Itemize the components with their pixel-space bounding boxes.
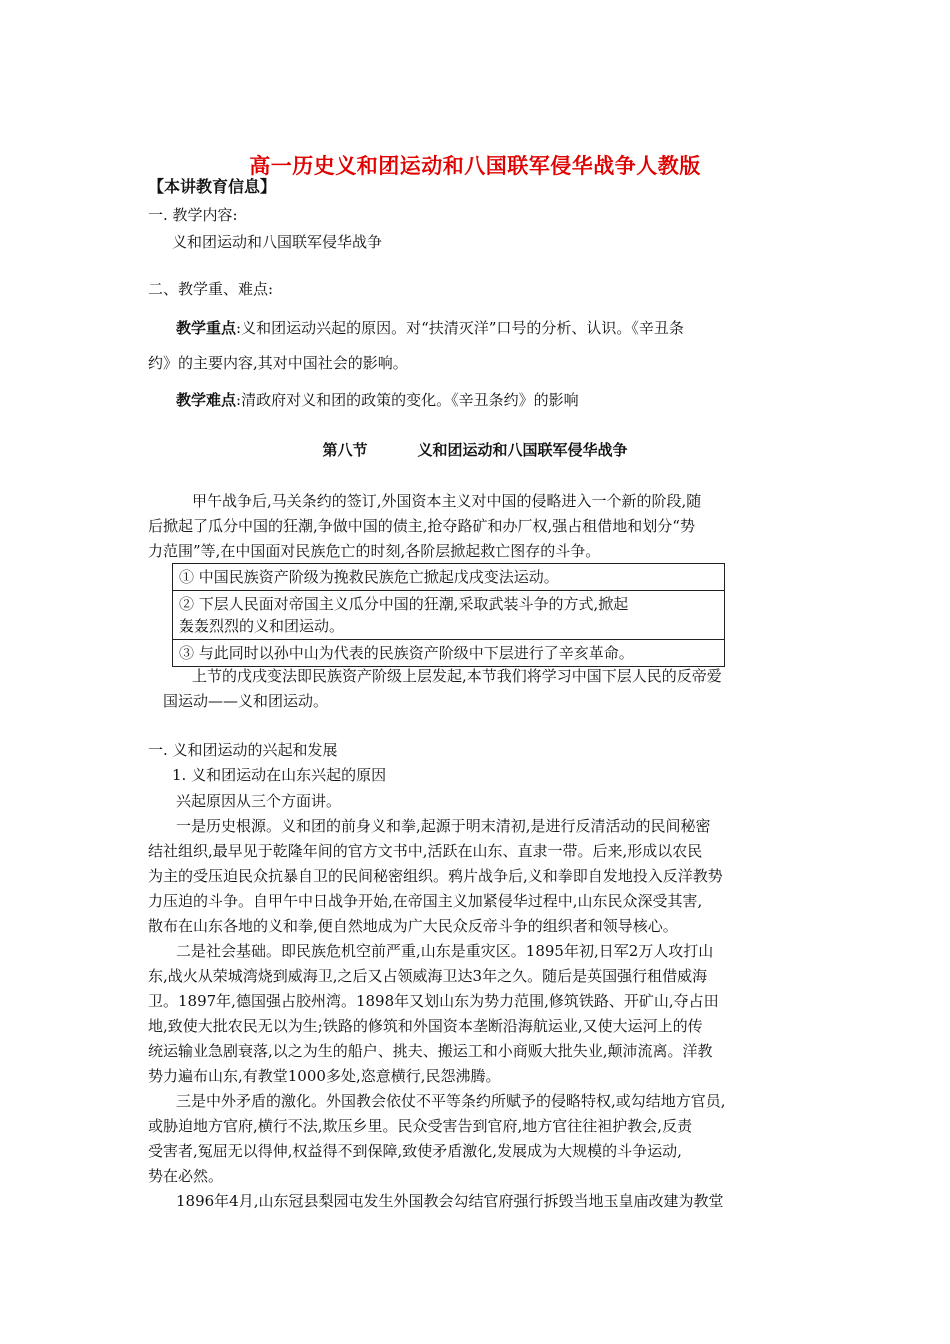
body-line: 一是历史根源。义和团的前身义和拳,起源于明末清初,是进行反清活动的民间秘密 [176,817,711,835]
part1-lead: 兴起原因从三个方面讲。 [176,792,342,810]
body-line: 东,战火从荣城湾烧到威海卫,之后又占领威海卫达3年之久。随后是英国强行租借威海 [148,967,708,985]
info-heading: 【本讲教育信息】 [148,177,277,196]
body-line: 受害者,冤屈无以得伸,权益得不到保障,致使矛盾激化,发展成为大规模的斗争运动, [148,1142,682,1160]
body-line: 卫。1897年,德国强占胶州湾。1898年又划山东为势力范围,修筑铁路、开矿山,夺占田 [148,992,719,1010]
body-line: 地,致使大批农民无以为生;铁路的修筑和外国资本垄断沿海航运业,又使大运河上的传 [148,1017,703,1035]
body-line: 统运输业急剧衰落,以之为生的船户、挑夫、搬运工和小商贩大批失业,颠沛流离。洋教 [148,1042,713,1060]
content-text: 义和团运动和八国联军侵华战争 [172,233,383,251]
body-line: 散布在山东各地的义和拳,便自然地成为广大民众反帝斗争的组织者和领导核心。 [148,917,678,935]
summary-box-item-1: ① 中国民族资产阶级为挽救民族危亡掀起戊戌变法运动。 [173,564,724,591]
key-points-heading: 二、教学重、难点: [148,280,274,298]
body-line: 1896年4月,山东冠县梨园屯发生外国教会勾结官府强行拆毁当地玉皇庙改建为教堂 [176,1192,724,1210]
body-line: 或胁迫地方官府,横行不法,欺压乡里。民众受害告到官府,地方官往往袒护教会,反责 [148,1117,693,1135]
difficult-point-line [176,390,579,410]
summary-box [172,563,725,667]
key-point-text: :义和团运动兴起的原因。对“扶清灭洋”口号的分析、认识。《辛丑条 [236,319,684,337]
body-line: 力压迫的斗争。自甲午中日战争开始,在帝国主义加紧侵华过程中,山东民众深受其害, [148,892,703,910]
part1-subheading: 1. 义和团运动在山东兴起的原因 [172,766,387,784]
document-title: 高一历史义和团运动和八国联军侵华战争人教版 [249,154,701,178]
summary-box-item-2-line-1: ② 下层人民面对帝国主义瓜分中国的狂潮,采取武装斗争的方式,掀起 [179,595,629,613]
key-point-line-1 [176,318,684,338]
after-box-line-2: 国运动——义和团运动。 [163,692,329,710]
body-line: 为主的受压迫民众抗暴自卫的民间秘密组织。鸦片战争后,义和拳即自发地投入反洋教势 [148,867,723,885]
section-name: 义和团运动和八国联军侵华战争 [417,441,628,459]
summary-box-item-2-line-2: 轰轰烈烈的义和团运动。 [179,617,345,635]
difficult-point-label: 教学难点 [176,391,237,409]
intro-line-1: 甲午战争后,马关条约的签订,外国资本主义对中国的侵略进入一个新的阶段,随 [192,492,702,510]
difficult-point-text: :清政府对义和团的政策的变化。《辛丑条约》的影响 [236,391,579,409]
body-line: 势力遍布山东,有教堂1000多处,恣意横行,民怨沸腾。 [148,1067,501,1085]
section-number: 第八节 [322,441,368,459]
body-line: 二是社会基础。即民族危机空前严重,山东是重灾区。1895年初,日军2万人攻打山 [176,942,714,960]
body-line: 三是中外矛盾的激化。外国教会依仗不平等条约所赋予的侵略特权,或勾结地方官员, [176,1092,726,1110]
summary-box-item-3: ③ 与此同时以孙中山为代表的民族资产阶级中下层进行了辛亥革命。 [179,644,634,662]
after-box-line-1: 上节的戊戌变法即民族资产阶级上层发起,本节我们将学习中国下层人民的反帝爱 [192,667,722,685]
body-line: 结社组织,最早见于乾隆年间的官方文书中,活跃在山东、直隶一带。后来,形成以农民 [148,842,703,860]
body-line: 势在必然。 [148,1167,224,1185]
section-title [0,440,950,460]
intro-line-2: 后掀起了瓜分中国的狂潮,争做中国的债主,抢夺路矿和办厂权,强占租借地和划分“势 [148,517,695,535]
key-point-line-2: 约》的主要内容,其对中国社会的影响。 [148,354,408,372]
summary-box-item-2 [173,591,724,640]
content-heading: 一. 教学内容: [148,206,238,224]
key-point-label: 教学重点 [176,319,237,337]
part1-heading: 一. 义和团运动的兴起和发展 [148,741,338,759]
intro-line-3: 力范围”等,在中国面对民族危亡的时刻,各阶层掀起救亡图存的斗争。 [148,542,601,560]
